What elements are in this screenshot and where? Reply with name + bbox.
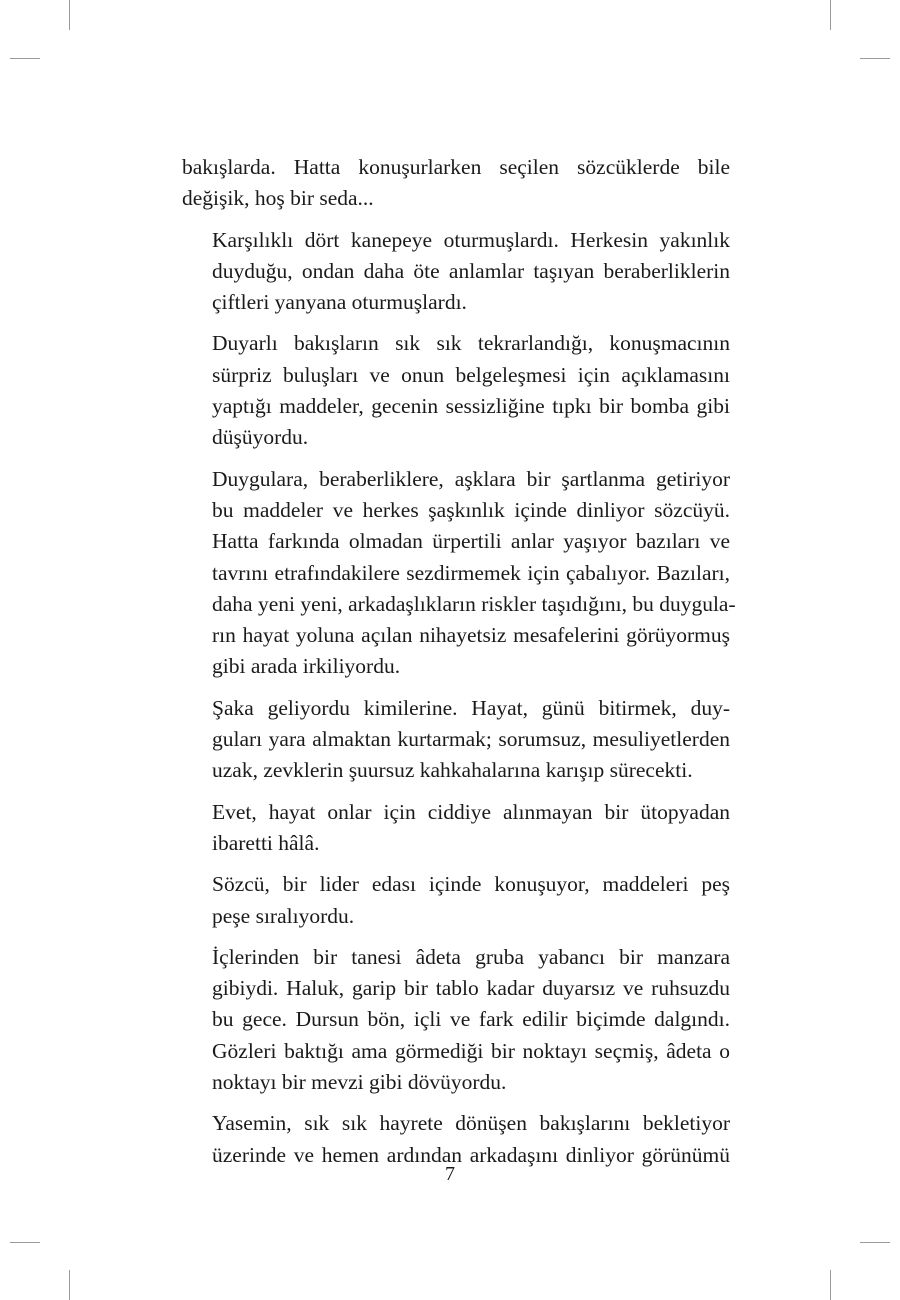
paragraph-1: [182, 152, 730, 215]
paragraph-7: [182, 869, 730, 932]
text-line: Duygulara, beraberliklere, aşklara bir şartlanma getiriyor: [212, 466, 730, 491]
paragraph-5: [182, 693, 730, 787]
text-line: Duyarlı bakışların sık sık tekrarlandığı, konuşmacının: [212, 331, 730, 356]
text-line: tavrını etrafındakilere sezdirmemek için çabalıyor. Bazıları,: [212, 560, 730, 585]
text-line: Karşılıklı dört kanepeye oturmuşlardı. Herkesin yakınlık: [212, 227, 730, 252]
text-line: Yasemin, sık sık hayrete dönüşen bakışlarını bekletiyor: [212, 1111, 730, 1136]
crop-mark-top-left-horizontal: [10, 58, 40, 59]
page-number: 7: [445, 1163, 455, 1185]
text-line: Sözcü, bir lider edası içinde konuşuyor, maddeleri peş: [212, 872, 730, 897]
text-line: rın hayat yoluna açılan nihayetsiz mesafelerini görüyormuş: [212, 623, 730, 648]
paragraph-2: [182, 225, 730, 319]
text-line: daha yeni yeni, arkadaşlıkların riskler taşıdığını, bu duygula-: [212, 591, 736, 616]
text-line: Evet, hayat onlar için ciddiye alınmayan bir ütopyadan: [212, 799, 730, 824]
text-line: gibi arada irkiliyordu.: [212, 654, 401, 679]
crop-mark-bottom-right-horizontal: [860, 1242, 890, 1243]
crop-mark-top-right-horizontal: [860, 58, 890, 59]
text-line: sürpriz buluşları ve onun belgeleşmesi için açıklamasını: [212, 362, 730, 387]
crop-mark-bottom-left-horizontal: [10, 1242, 40, 1243]
text-line: Hatta farkında olmadan ürpertili anlar yaşıyor bazıları ve: [212, 529, 730, 554]
text-line: yaptığı maddeler, gecenin sessizliğine tıpkı bir bomba gibi: [212, 394, 730, 419]
crop-mark-top-right-vertical: [830, 0, 831, 30]
paragraph-4: [182, 464, 736, 683]
text-line: uzak, zevklerin şuursuz kahkahalarına karışıp sürecekti.: [212, 758, 693, 783]
text-line: bu gece. Dursun bön, içli ve fark edilir biçimde dalgındı.: [212, 1007, 730, 1032]
text-line: noktayı bir mevzi gibi dövüyordu.: [212, 1070, 507, 1095]
text-line: değişik, hoş bir seda...: [182, 186, 374, 211]
text-line: Gözleri baktığı ama görmediği bir noktayı seçmiş, âdeta o: [212, 1038, 730, 1063]
text-line: üzerinde ve hemen ardından arkadaşını dinliyor görünümü: [212, 1142, 730, 1167]
text-line: düşüyordu.: [212, 425, 309, 450]
text-line: duyduğu, ondan daha öte anlamlar taşıyan beraberliklerin: [212, 258, 730, 283]
crop-mark-top-left-vertical: [69, 0, 70, 30]
body-text: [182, 152, 736, 1181]
text-line: ibaretti hâlâ.: [212, 830, 320, 855]
paragraph-6: [182, 797, 730, 860]
crop-mark-bottom-left-vertical: [69, 1270, 70, 1300]
text-line: bu maddeler ve herkes şaşkınlık içinde dinliyor sözcüyü.: [212, 497, 730, 522]
text-line: gibiydi. Haluk, garip bir tablo kadar duyarsız ve ruhsuzdu: [212, 976, 730, 1001]
text-line: İçlerinden bir tanesi âdeta gruba yabancı bir manzara: [212, 944, 730, 969]
paragraph-8: [182, 942, 730, 1098]
crop-mark-bottom-right-vertical: [830, 1270, 831, 1300]
paragraph-3: [182, 328, 730, 453]
paragraph-9: [182, 1108, 730, 1171]
text-line: guları yara almaktan kurtarmak; sorumsuz, mesuliyetlerden: [212, 727, 730, 752]
text-line: çiftleri yanyana oturmuşlardı.: [212, 290, 467, 315]
text-line: Şaka geliyordu kimilerine. Hayat, günü bitirmek, duy-: [212, 695, 730, 720]
text-line: bakışlarda. Hatta konuşurlarken seçilen sözcüklerde bile: [182, 155, 730, 179]
text-line: peşe sıralıyordu.: [212, 903, 355, 928]
